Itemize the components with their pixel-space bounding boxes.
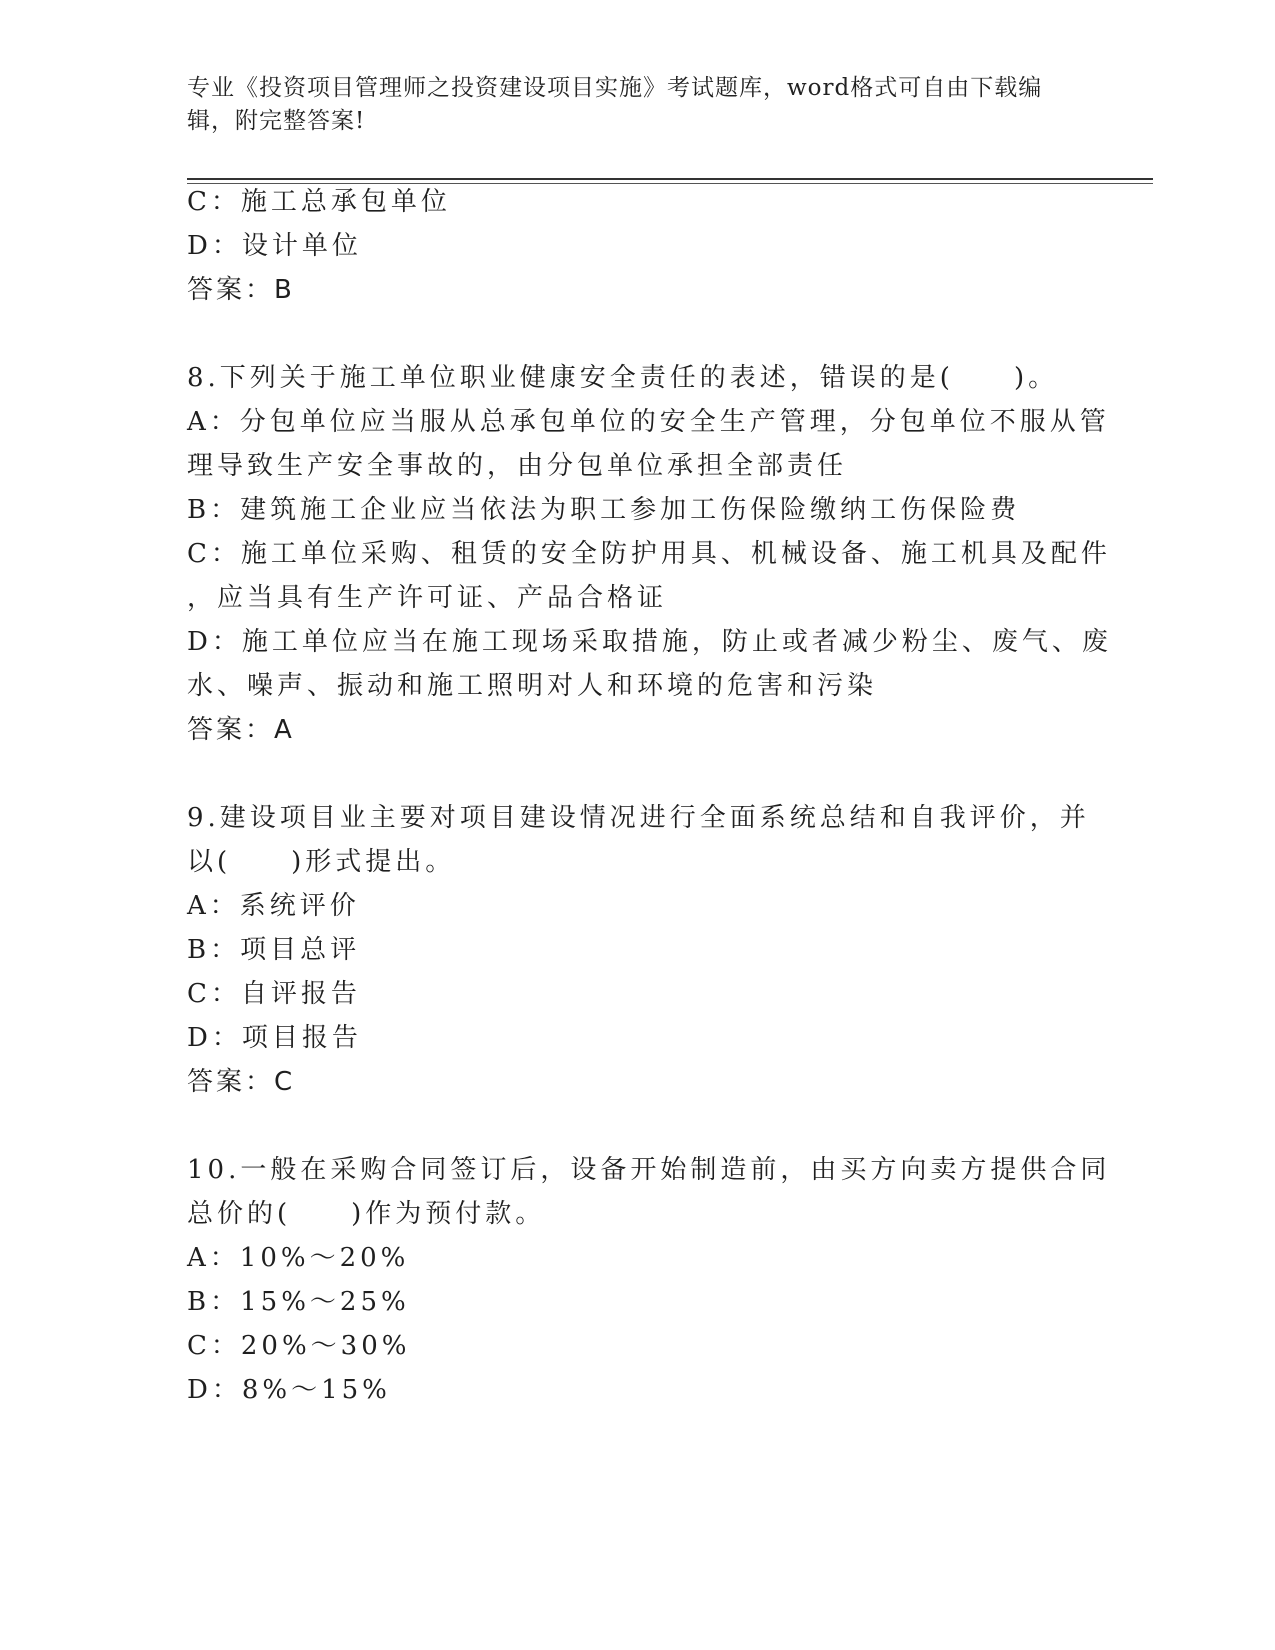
question-10-stem: 10.一般在采购合同签订后，设备开始制造前，由买方向卖方提供合同: [187, 1155, 1111, 1185]
option-d-q9: D：项目报告: [187, 1023, 362, 1053]
question-10-stem-cont: 总价的( )作为预付款。: [187, 1199, 546, 1229]
option-c-q8: C：施工单位采购、租赁的安全防护用具、机械设备、施工机具及配件: [187, 539, 1111, 569]
answer-q8: 答案：A: [187, 715, 295, 745]
option-d-q10: D：8%～15%: [187, 1375, 391, 1405]
option-b-q9: B：项目总评: [187, 935, 361, 965]
option-b-q10: B：15%～25%: [187, 1287, 410, 1317]
option-b-q8: B：建筑施工企业应当依法为职工参加工伤保险缴纳工伤保险费: [187, 495, 1021, 525]
question-9-stem-cont: 以( )形式提出。: [187, 847, 456, 877]
option-d-q8-cont: 水、噪声、振动和施工照明对人和环境的危害和污染: [187, 671, 878, 701]
option-c-q8-cont: ，应当具有生产许可证、产品合格证: [187, 583, 668, 613]
question-9-stem: 9.建设项目业主要对项目建设情况进行全面系统总结和自我评价，并: [187, 803, 1090, 833]
answer-q9: 答案：C: [187, 1067, 296, 1097]
option-a-q9: A：系统评价: [187, 891, 360, 921]
option-a-q8-cont: 理导致生产安全事故的，由分包单位承担全部责任: [187, 451, 848, 481]
option-a-q8: A：分包单位应当服从总承包单位的安全生产管理，分包单位不服从管: [187, 407, 1110, 437]
header-line-1: 专业《投资项目管理师之投资建设项目实施》考试题库，word格式可自由下载编: [187, 75, 1043, 101]
page-header: [187, 72, 1067, 138]
option-c-q10: C：20%～30%: [187, 1331, 411, 1361]
header-line-2: 辑，附完整答案!: [187, 108, 366, 134]
option-d-q7: D：设计单位: [187, 231, 362, 261]
answer-q7: 答案：B: [187, 275, 295, 305]
option-a-q10: A：10%～20%: [187, 1243, 410, 1273]
question-8-stem: 8.下列关于施工单位职业健康安全责任的表述，错误的是( )。: [187, 363, 1059, 393]
option-c-q9: C：自评报告: [187, 979, 361, 1009]
option-d-q8: D：施工单位应当在施工现场采取措施，防止或者减少粉尘、废气、废: [187, 627, 1112, 657]
option-c-q7: C：施工总承包单位: [187, 187, 451, 217]
